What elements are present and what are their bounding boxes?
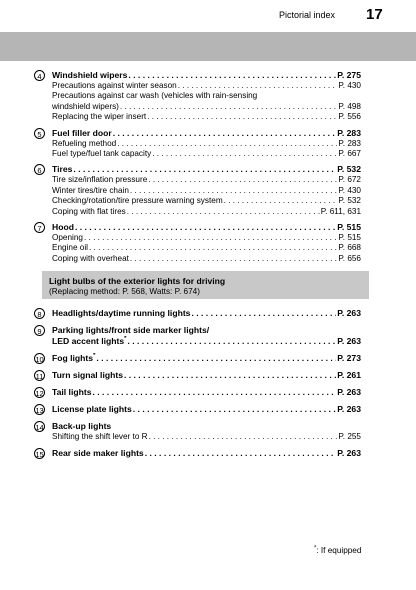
sub-page: P. 283: [338, 138, 361, 148]
entry-label: Windshield wipers: [52, 70, 128, 80]
toc-entry-fuel-filler-door: [37, 127, 361, 160]
entry-page: P. 283: [337, 127, 361, 138]
callout-number: 6: [34, 164, 45, 175]
section-title: Light bulbs of the exterior lights for driving: [49, 276, 226, 286]
entry-label: Rear side maker lights: [52, 448, 144, 459]
entry-page: P. 263: [337, 336, 361, 346]
toc-sub-text: Precautions against car wash (vehicles with rain-sensing: [52, 91, 258, 101]
callout-number: 7: [34, 222, 45, 233]
sub-page: P. 672: [338, 175, 361, 185]
toc-sub-row[interactable]: [52, 432, 361, 442]
sub-label: Fuel type/fuel tank capacity: [52, 148, 152, 158]
entry-label: [52, 353, 95, 364]
toc-group-1: [37, 70, 361, 264]
entry-label: Fuel filler door: [52, 127, 112, 138]
entry-label: Tail lights: [52, 387, 92, 397]
footnote-star: *: [124, 336, 127, 343]
entry-page: P. 275: [337, 70, 361, 80]
sub-page: P. 430: [338, 185, 361, 195]
footnote-star: *: [93, 353, 96, 360]
sub-label: Checking/rotation/tire pressure warning system: [52, 196, 223, 206]
toc-entry-license-plate-lights: [35, 404, 361, 415]
header-page-number: 17: [366, 6, 383, 23]
sub-label: Refueling method: [52, 138, 117, 148]
header-title: Pictorial index: [279, 10, 336, 20]
sub-label: Coping with overheat: [52, 253, 129, 263]
toc-sub-row[interactable]: [52, 175, 361, 185]
toc-entry-fog-lights: [35, 353, 361, 364]
toc-main-row[interactable]: [52, 222, 361, 233]
entry-label: Tires: [52, 164, 73, 175]
sub-page: P. 430: [338, 81, 361, 90]
toc-main-row[interactable]: [52, 308, 361, 319]
entry-label: Turn signal lights: [52, 370, 123, 380]
toc-sub-row[interactable]: [52, 81, 361, 91]
callout-number: 10: [35, 355, 44, 364]
toc-main-row[interactable]: [52, 353, 361, 364]
entry-page: P. 263: [337, 308, 361, 318]
toc-entry-windshield-wipers: [37, 70, 361, 123]
callout-number: 11: [35, 372, 44, 381]
sub-page: P. 668: [338, 243, 361, 253]
toc-sub-row[interactable]: [52, 102, 361, 112]
sub-label: Tire size/inflation pressure: [52, 175, 148, 185]
sub-page: P. 498: [338, 101, 361, 111]
entry-label-text: Fog lights: [52, 353, 94, 363]
toc-entry-tail-lights: [35, 387, 361, 398]
toc-sub-row[interactable]: [52, 139, 361, 149]
toc-sub-row[interactable]: [52, 233, 361, 243]
section-subtitle: (Replacing method: P. 568, Watts: P. 674): [49, 287, 200, 296]
toc-sub-row[interactable]: [52, 243, 361, 253]
toc-main-row[interactable]: [52, 448, 361, 459]
footnote-star: *: [314, 545, 317, 552]
toc-entry-turn-signal-lights: [35, 370, 361, 381]
entry-label: Back-up lights: [52, 421, 112, 431]
toc-main-row[interactable]: [52, 387, 361, 398]
callout-number: 4: [34, 70, 45, 81]
sub-label: Shifting the shift lever to R: [52, 432, 148, 441]
callout-number: 15: [35, 450, 44, 460]
entry-page: P. 263: [337, 448, 361, 459]
sub-label: Coping with flat tires: [52, 206, 126, 216]
entry-label-text: LED accent lights: [52, 336, 125, 346]
toc-sub-row[interactable]: [52, 186, 361, 196]
sub-page: P. 611, 631: [320, 206, 361, 216]
toc-main-row[interactable]: [52, 370, 361, 381]
toc-entry-headlights: [37, 308, 361, 319]
sub-label: Replacing the wiper insert: [52, 112, 147, 122]
footnote: [314, 546, 361, 555]
entry-label: Headlights/daytime running lights: [52, 308, 191, 318]
entry-label: License plate lights: [52, 404, 132, 414]
sub-label: Engine oil: [52, 243, 88, 253]
entry-page: P. 263: [337, 404, 361, 414]
sub-page: P. 532: [338, 196, 361, 206]
sub-label: windshield wipers): [52, 101, 119, 111]
entry-page: P. 515: [337, 221, 361, 232]
callout-number: 8: [34, 308, 45, 319]
toc-entry-back-up-lights: [35, 421, 361, 442]
toc-main-row[interactable]: [52, 128, 361, 139]
callout-number: 9: [34, 325, 45, 336]
toc-entry-rear-side-maker-lights: [35, 448, 361, 460]
toc-entry-parking-lights: [37, 325, 361, 347]
entry-page: P. 261: [337, 370, 361, 380]
sub-label: Opening: [52, 232, 83, 242]
toc-entry-tires: [37, 164, 361, 217]
sub-label: Winter tires/tire chain: [52, 185, 129, 195]
header-bar: [0, 32, 416, 61]
callout-number: 12: [35, 389, 44, 398]
entry-label: [52, 336, 126, 347]
entry-page: P. 532: [337, 164, 361, 175]
sub-label: Precautions against winter season: [52, 81, 177, 90]
callout-number: 14: [35, 423, 44, 432]
toc-sub-row[interactable]: [52, 149, 361, 159]
toc-sub-row[interactable]: [52, 207, 361, 217]
toc-main-row[interactable]: [52, 404, 361, 415]
toc-main-row[interactable]: [52, 164, 361, 175]
toc-entry-hood: [37, 221, 361, 264]
page-header: [0, 0, 416, 30]
toc-main-row[interactable]: [52, 336, 361, 347]
section-header-light-bulbs: [42, 271, 369, 299]
toc-sub-row[interactable]: [52, 196, 361, 206]
footnote-text: : If equipped: [316, 546, 362, 555]
callout-number: 5: [34, 128, 45, 139]
toc-main-row[interactable]: [52, 70, 361, 81]
entry-page: P. 263: [337, 387, 361, 397]
toc-sub-row[interactable]: [52, 254, 361, 264]
sub-page: P. 556: [338, 112, 361, 122]
sub-page: P. 667: [338, 148, 361, 158]
sub-page: P. 515: [338, 232, 361, 242]
entry-label: Hood: [52, 221, 74, 232]
entry-label-line1: Parking lights/front side marker lights/: [52, 325, 210, 335]
toc-sub-row[interactable]: [52, 112, 361, 122]
toc-group-2: [35, 308, 361, 465]
sub-page: P. 255: [338, 432, 361, 441]
callout-number: 13: [35, 406, 44, 415]
entry-page: P. 273: [337, 353, 361, 363]
sub-page: P. 656: [338, 253, 361, 263]
